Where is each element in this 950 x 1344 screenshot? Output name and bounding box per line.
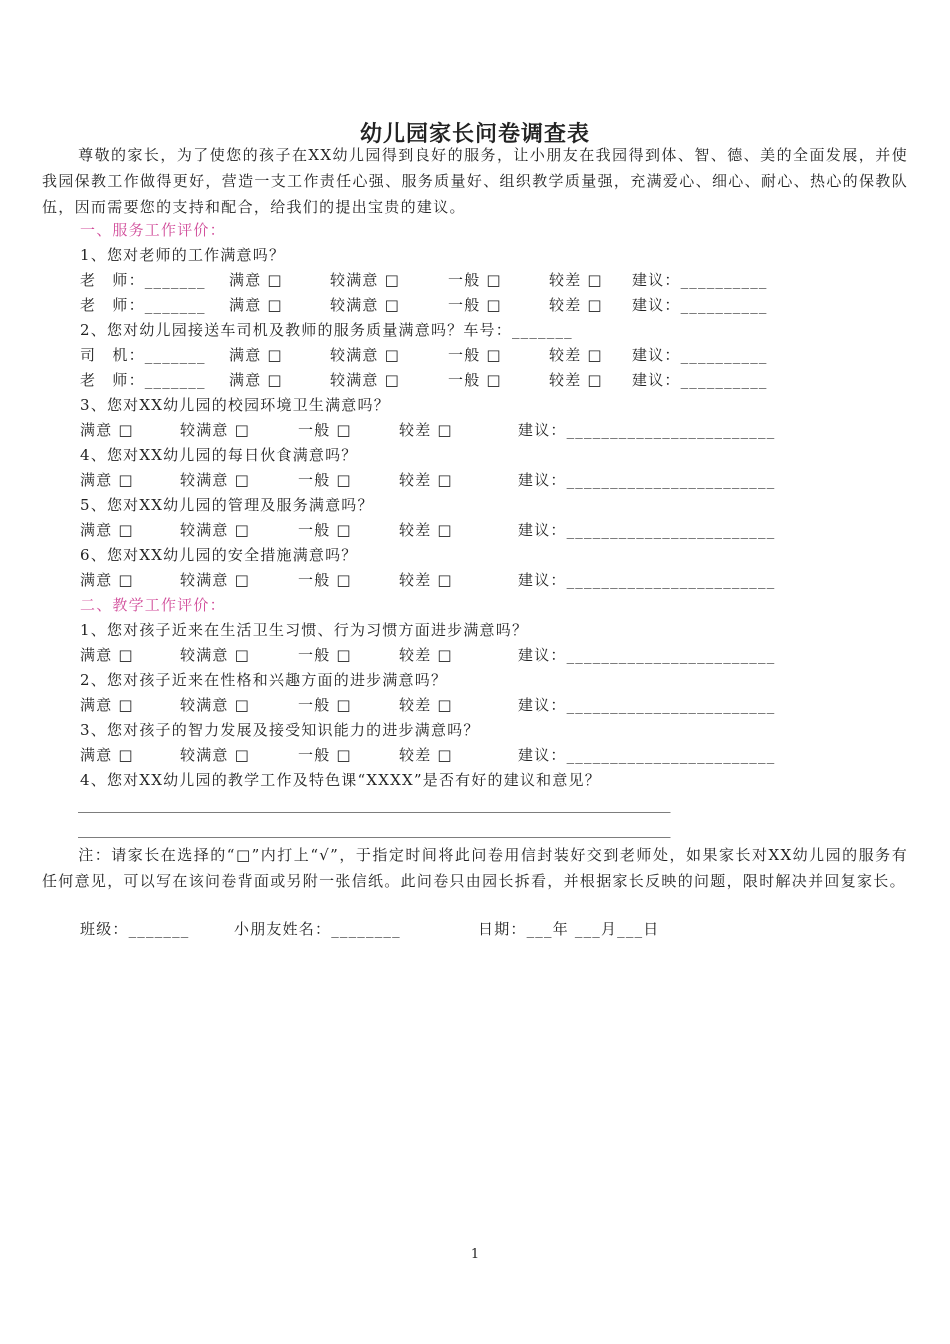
- option-fairly-satisfied[interactable]: 较满意 □: [180, 571, 250, 589]
- suggestion-field[interactable]: 建议：__________: [632, 271, 768, 289]
- option-satisfied[interactable]: 满意 □: [80, 521, 134, 539]
- section-heading-teaching: 二、教学工作评价：: [80, 596, 226, 614]
- option-poor[interactable]: 较差 □: [399, 646, 453, 664]
- suggestion-field[interactable]: 建议：__________: [632, 371, 768, 389]
- option-average[interactable]: 一般 □: [448, 296, 502, 314]
- staff-label[interactable]: 老 师：_______: [80, 371, 206, 389]
- option-satisfied[interactable]: 满意 □: [80, 421, 134, 439]
- section-heading-service: 一、服务工作评价：: [80, 221, 226, 239]
- footer-fields: [0, 918, 950, 940]
- question-2-2: 2、您对孩子近来在性格和兴趣方面的进步满意吗？: [80, 671, 448, 689]
- option-satisfied[interactable]: 满意 □: [229, 371, 283, 389]
- option-average[interactable]: 一般 □: [298, 571, 352, 589]
- option-average[interactable]: 一般 □: [298, 696, 352, 714]
- rating-row-q2-2: [0, 694, 950, 716]
- question-2-3: 3、您对孩子的智力发展及接受知识能力的进步满意吗？: [80, 721, 480, 739]
- question-1-1: 1、您对老师的工作满意吗？: [80, 246, 286, 264]
- rating-row-q1-6: [0, 569, 950, 591]
- staff-label[interactable]: 司 机：_______: [80, 346, 206, 364]
- rating-row-driver: [0, 344, 950, 366]
- staff-label[interactable]: 老 师：_______: [80, 296, 206, 314]
- rating-row-teacher-2: [0, 294, 950, 316]
- question-1-4: 4、您对XX幼儿园的每日伙食满意吗？: [80, 446, 358, 464]
- suggestion-field[interactable]: 建议：________________________: [518, 521, 776, 539]
- option-average[interactable]: 一般 □: [298, 471, 352, 489]
- note-paragraph: [42, 842, 908, 894]
- question-2-1: 1、您对孩子近来在生活卫生习惯、行为习惯方面进步满意吗？: [80, 621, 529, 639]
- intro-text: 尊敬的家长，为了使您的孩子在XX幼儿园得到良好的服务，让小朋友在我园得到体、智、德、美的全面发展，并使我园保教工作做得更好，营造一支工作责任心强、服务质量好、组织教学质量强，充满爱心、细心、耐心、热心的保教队伍，因而需要您的支持和配合，给我们的提出宝贵的建议。: [42, 146, 908, 216]
- page-number: 1: [470, 1247, 480, 1262]
- child-name-field[interactable]: 小朋友姓名：________: [234, 920, 401, 938]
- rating-row-q1-5: [0, 519, 950, 541]
- rating-row-q1-4: [0, 469, 950, 491]
- question-1-3: 3、您对XX幼儿园的校园环境卫生满意吗？: [80, 396, 390, 414]
- option-poor[interactable]: 较差 □: [549, 271, 603, 289]
- option-poor[interactable]: 较差 □: [399, 746, 453, 764]
- option-poor[interactable]: 较差 □: [399, 521, 453, 539]
- option-satisfied[interactable]: 满意 □: [229, 296, 283, 314]
- answer-line-2[interactable]: _______________________________________________________________________________: [78, 820, 671, 838]
- option-poor[interactable]: 较差 □: [399, 471, 453, 489]
- option-satisfied[interactable]: 满意 □: [229, 346, 283, 364]
- class-field[interactable]: 班级：_______: [80, 920, 190, 938]
- option-satisfied[interactable]: 满意 □: [80, 696, 134, 714]
- rating-row-q2-1: [0, 644, 950, 666]
- option-satisfied[interactable]: 满意 □: [80, 471, 134, 489]
- option-fairly-satisfied[interactable]: 较满意 □: [180, 646, 250, 664]
- option-satisfied[interactable]: 满意 □: [229, 271, 283, 289]
- suggestion-field[interactable]: 建议：________________________: [518, 421, 776, 439]
- suggestion-field[interactable]: 建议：________________________: [518, 696, 776, 714]
- option-average[interactable]: 一般 □: [298, 521, 352, 539]
- suggestion-field[interactable]: 建议：________________________: [518, 646, 776, 664]
- intro-paragraph: [42, 142, 908, 220]
- option-average[interactable]: 一般 □: [298, 746, 352, 764]
- option-poor[interactable]: 较差 □: [549, 371, 603, 389]
- suggestion-field[interactable]: 建议：__________: [632, 346, 768, 364]
- rating-row-q1-3: [0, 419, 950, 441]
- option-fairly-satisfied[interactable]: 较满意 □: [330, 271, 400, 289]
- option-fairly-satisfied[interactable]: 较满意 □: [330, 371, 400, 389]
- option-satisfied[interactable]: 满意 □: [80, 646, 134, 664]
- option-fairly-satisfied[interactable]: 较满意 □: [180, 521, 250, 539]
- question-2-4: 4、您对XX幼儿园的教学工作及特色课“XXXX”是否有好的建议和意见？: [80, 771, 601, 789]
- option-fairly-satisfied[interactable]: 较满意 □: [180, 471, 250, 489]
- option-poor[interactable]: 较差 □: [549, 346, 603, 364]
- option-fairly-satisfied[interactable]: 较满意 □: [330, 346, 400, 364]
- option-satisfied[interactable]: 满意 □: [80, 746, 134, 764]
- staff-label[interactable]: 老 师：_______: [80, 271, 206, 289]
- date-field[interactable]: 日期：___年 ___月___日: [478, 920, 660, 938]
- option-average[interactable]: 一般 □: [298, 421, 352, 439]
- option-average[interactable]: 一般 □: [448, 271, 502, 289]
- option-poor[interactable]: 较差 □: [399, 571, 453, 589]
- option-poor[interactable]: 较差 □: [399, 696, 453, 714]
- suggestion-field[interactable]: 建议：________________________: [518, 471, 776, 489]
- suggestion-field[interactable]: 建议：________________________: [518, 746, 776, 764]
- option-poor[interactable]: 较差 □: [549, 296, 603, 314]
- option-fairly-satisfied[interactable]: 较满意 □: [180, 421, 250, 439]
- question-1-5: 5、您对XX幼儿园的管理及服务满意吗？: [80, 496, 374, 514]
- question-1-6: 6、您对XX幼儿园的安全措施满意吗？: [80, 546, 358, 564]
- rating-row-teacher-1: [0, 269, 950, 291]
- option-fairly-satisfied[interactable]: 较满意 □: [180, 696, 250, 714]
- suggestion-field[interactable]: 建议：________________________: [518, 571, 776, 589]
- option-poor[interactable]: 较差 □: [399, 421, 453, 439]
- option-average[interactable]: 一般 □: [448, 346, 502, 364]
- question-1-2: 2、您对幼儿园接送车司机及教师的服务质量满意吗？车号：_______: [80, 321, 573, 339]
- option-fairly-satisfied[interactable]: 较满意 □: [330, 296, 400, 314]
- rating-row-q2-3: [0, 744, 950, 766]
- page-title: 幼儿园家长问卷调查表: [359, 122, 590, 147]
- option-average[interactable]: 一般 □: [448, 371, 502, 389]
- option-fairly-satisfied[interactable]: 较满意 □: [180, 746, 250, 764]
- option-satisfied[interactable]: 满意 □: [80, 571, 134, 589]
- option-average[interactable]: 一般 □: [298, 646, 352, 664]
- note-text: 注：请家长在选择的“□”内打上“√”，于指定时间将此问卷用信封装好交到老师处，如果家长对XX幼儿园的服务有任何意见，可以写在该问卷背面或另附一张信纸。此问卷只由园长拆看，并根据家长反映的问题，限时解决并回复家长。: [42, 846, 908, 890]
- rating-row-teacher-3: [0, 369, 950, 391]
- suggestion-field[interactable]: 建议：__________: [632, 296, 768, 314]
- answer-line-1[interactable]: _______________________________________________________________________________: [78, 795, 671, 813]
